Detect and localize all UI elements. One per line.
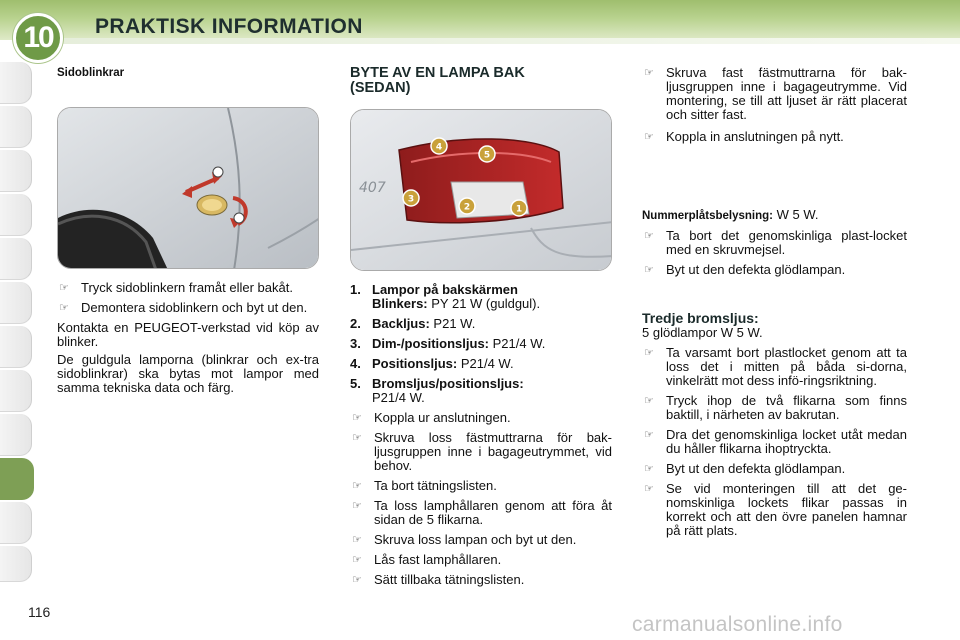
rear-lamp-photo (350, 109, 612, 271)
chapter-tab[interactable] (0, 150, 32, 192)
pointing-hand-icon: ☞ (644, 131, 654, 143)
list-item: ☞ Ta bort tätningslisten. (352, 478, 497, 493)
chapter-tab[interactable] (0, 106, 32, 148)
list-item: ☞ Skruva fast fästmuttrarna för bak-ljusgruppen inne i bagageutrymme. Vid montering, se till att ljuset är rätt placerat och sitter fast. (644, 65, 907, 122)
paragraph: Kontakta en PEUGEOT-verkstad vid köp av blinker. (57, 320, 319, 349)
list-item: ☞ Ta bort det genomskinliga plast-locket med en skruvmejsel. (644, 228, 907, 257)
list-item: ☞ Koppla in anslutningen på nytt. (644, 129, 844, 144)
third-brake-light-sub: 5 glödlampor W 5 W. (642, 325, 763, 340)
list-item: ☞ Dra det genomskinliga locket utåt medan du håller flikarna ihoptryckta. (644, 427, 907, 456)
chapter-tab[interactable] (0, 282, 32, 324)
pointing-hand-icon: ☞ (352, 480, 362, 492)
pointing-hand-icon: ☞ (644, 347, 654, 359)
plate-lamp-line: Nummerplåtsbelysning: W 5 W. (642, 207, 819, 222)
model-badge: 407 (359, 180, 386, 196)
chapter-tab-active[interactable] (0, 458, 34, 500)
lamp-item-1: 1. Lampor på bakskärmen Blinkers: PY 21 W (guldgul). (350, 282, 541, 311)
section-heading-side-indicators: Sidoblinkrar (57, 67, 125, 79)
pointing-hand-icon: ☞ (644, 429, 654, 441)
page-number: 116 (28, 604, 51, 620)
lamp-item-4: 4. Positionsljus: P21/4 W. (350, 356, 514, 371)
pointing-hand-icon: ☞ (59, 282, 69, 294)
third-brake-light-title: Tredje bromsljus: (642, 310, 759, 326)
list-item: ☞ Koppla ur anslutningen. (352, 410, 511, 425)
lamp-item-2: 2. Backljus: P21 W. (350, 316, 476, 331)
lamp-item-5: 5. Bromsljus/positionsljus: P21/4 W. (350, 376, 524, 405)
callout-2: 2 (463, 202, 471, 213)
pointing-hand-icon: ☞ (352, 534, 362, 546)
pointing-hand-icon: ☞ (352, 432, 362, 444)
pointing-hand-icon: ☞ (352, 554, 362, 566)
list-item: ☞ Skruva loss lampan och byt ut den. (352, 532, 577, 547)
chapter-tab[interactable] (0, 546, 32, 582)
pointing-hand-icon: ☞ (644, 463, 654, 475)
list-item: ☞ Tryck sidoblinkern framåt eller bakåt. (59, 280, 293, 295)
list-item: ☞ Sätt tillbaka tätningslisten. (352, 572, 525, 587)
chapter-tab[interactable] (0, 62, 32, 104)
plate-lamp-label: Nummerplåtsbelysning: (642, 210, 773, 222)
pointing-hand-icon: ☞ (352, 574, 362, 586)
pointing-hand-icon: ☞ (352, 412, 362, 424)
callout-1: 1 (515, 204, 523, 215)
side-indicator-photo (57, 107, 319, 269)
list-item: ☞ Lås fast lamphållaren. (352, 552, 502, 567)
lamp-item-3: 3. Dim-/positionsljus: P21/4 W. (350, 336, 546, 351)
list-item: ☞ Ta loss lamphållaren genom att föra åt sidan de 5 flikarna. (352, 498, 612, 527)
list-item: ☞ Skruva loss fästmuttrarna för bak-ljusgruppen inne i bagageutrymmet, vid behov. (352, 430, 612, 473)
chapter-tab[interactable] (0, 326, 32, 368)
chapter-tabs (0, 62, 34, 582)
section-title-line2: (SEDAN) (350, 80, 411, 96)
section-title-line1: BYTE AV EN LAMPA BAK (350, 65, 525, 81)
chapter-number: 10 (23, 21, 53, 54)
list-item: ☞ Ta varsamt bort plastlocket genom att ta loss det i mitten på båda si-dorna, vinkelrätt mot dess infö-ringsriktning. (644, 345, 907, 388)
callout-5: 5 (483, 150, 491, 161)
pointing-hand-icon: ☞ (59, 302, 69, 314)
column-side-indicators (57, 66, 319, 395)
pointing-hand-icon: ☞ (644, 483, 654, 495)
page-title: PRAKTISK INFORMATION (95, 15, 363, 38)
chapter-tab[interactable] (0, 502, 32, 544)
pointing-hand-icon: ☞ (644, 395, 654, 407)
callout-4: 4 (435, 142, 443, 153)
callout-3: 3 (407, 194, 415, 205)
chapter-tab[interactable] (0, 194, 32, 236)
list-item: ☞ Byt ut den defekta glödlampan. (644, 461, 846, 476)
pointing-hand-icon: ☞ (352, 500, 362, 512)
column-continued (642, 66, 907, 538)
chapter-tab[interactable] (0, 370, 32, 412)
list-item: ☞ Tryck ihop de två flikarna som finns baktill, i närheten av bakrutan. (644, 393, 907, 422)
watermark: carmanualsonline.info (632, 613, 843, 636)
paragraph: De guldgula lamporna (blinkrar och ex-tra sidoblinkrar) ska bytas mot lampor med samma tekniska data och färg. (57, 352, 319, 395)
pointing-hand-icon: ☞ (644, 67, 654, 79)
list-item: ☞ Se vid monteringen till att det ge-nomskinliga lockets flikar passas in korrekt och att den övre panelen hamnar på rätt plats. (644, 481, 907, 538)
chapter-tab[interactable] (0, 414, 32, 456)
list-item: ☞ Byt ut den defekta glödlampan. (644, 262, 846, 277)
list-item: ☞ Demontera sidoblinkern och byt ut den. (59, 300, 308, 315)
chapter-tab[interactable] (0, 238, 32, 280)
pointing-hand-icon: ☞ (644, 230, 654, 242)
pointing-hand-icon: ☞ (644, 264, 654, 276)
column-rear-lamp (350, 66, 612, 587)
